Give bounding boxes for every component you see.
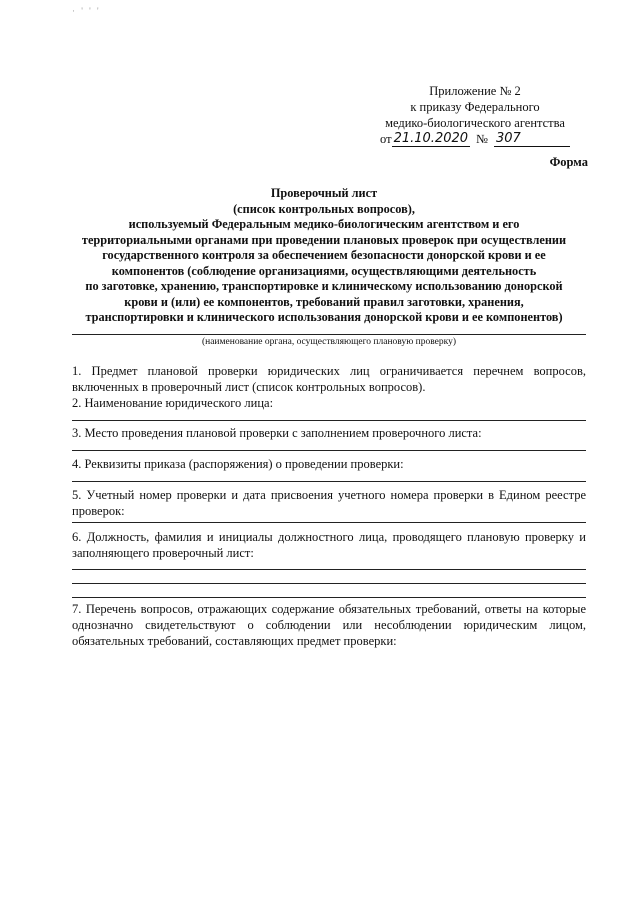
order-details-field	[72, 481, 586, 482]
item-2-text: 2. Наименование юридического лица:	[72, 396, 274, 410]
appendix-line-1: Приложение № 2	[429, 84, 521, 98]
item-3-text: 3. Место проведения плановой проверки с заполнением проверочного листа:	[72, 426, 482, 440]
appendix-line-3: медико-биологического агентства	[385, 116, 565, 130]
inspector-field-line-1	[72, 569, 586, 570]
title-line: используемый Федеральным медико-биологическим агентством и его	[128, 217, 520, 231]
item-6-text: 6. Должность, фамилия и инициалы должностного лица, проводящего плановую проверку и заполняющего проверочный лист:	[72, 530, 586, 560]
title-line: территориальными органами при проведении плановых проверок при осуществлении	[81, 232, 567, 247]
item-7-text: 7. Перечень вопросов, отражающих содержание обязательных требований, ответы на которые однозначно свидетельствуют о соблюдении или несоблюдении юридическим лицом, обязательных требований, составляющих предмет проверки:	[72, 602, 586, 648]
organ-name-field	[72, 334, 586, 335]
item-4-text: 4. Реквизиты приказа (распоряжения) о проведении проверки:	[72, 457, 404, 471]
from-prefix: от	[380, 132, 392, 146]
item-1-text: 1. Предмет плановой проверки юридических лиц ограничивается перечнем вопросов, включенных в проверочный лист (список контрольных вопросов).	[72, 364, 586, 394]
inspection-place-field	[72, 450, 586, 451]
legal-entity-name-field	[72, 420, 586, 421]
title-line: государственного контроля за обеспечением безопасности донорской крови и ее	[102, 248, 546, 262]
registry-number-field	[72, 522, 586, 523]
title-line: компонентов (соблюдение организациями, осуществляющими деятельность	[111, 263, 537, 278]
title-line: (список контрольных вопросов),	[233, 201, 415, 216]
title-line: крови и (или) ее компонентов, требований правил заготовки, хранения,	[124, 294, 524, 309]
inspector-field-line-3	[72, 597, 586, 598]
organ-name-caption: (наименование органа, осуществляющего плановую проверку)	[201, 337, 457, 347]
order-date: 21.10.2020	[393, 131, 469, 146]
appendix-line-2: к приказу Федерального	[410, 100, 540, 114]
title-line: по заготовке, хранению, транспортировке и клиническому использованию донорской	[85, 279, 563, 293]
title-line: Проверочный лист	[270, 186, 378, 200]
item-5-text: 5. Учетный номер проверки и дата присвоения учетного номера проверки в Едином реестре проверок:	[72, 488, 586, 518]
title-line: транспортировки и клинического использования донорской крови и ее компонентов)	[85, 310, 563, 324]
order-number-line	[380, 131, 570, 147]
inspector-field-line-2	[72, 583, 586, 584]
form-label: Форма	[549, 155, 588, 169]
appendix-block	[380, 83, 570, 147]
order-number: 307	[494, 132, 570, 147]
scan-artifact: · ' ' '	[72, 6, 101, 16]
number-label: №	[476, 132, 488, 146]
document-title	[60, 186, 588, 326]
